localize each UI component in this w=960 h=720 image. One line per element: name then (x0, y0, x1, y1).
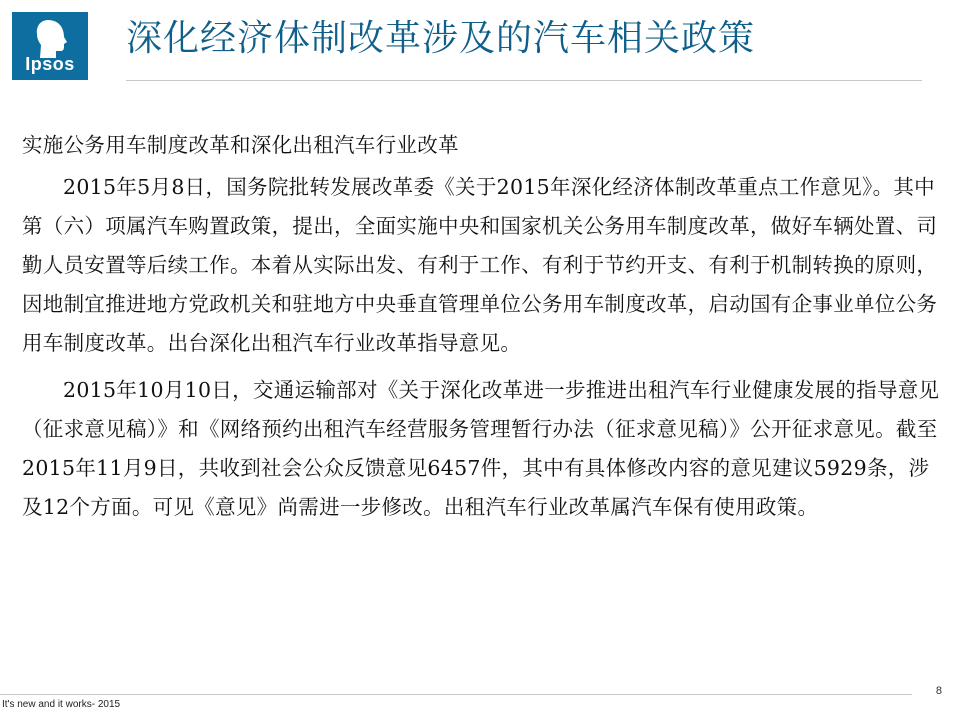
footer-divider (0, 694, 912, 695)
body-paragraph-1: 2015年5月8日，国务院批转发展改革委《关于2015年深化经济体制改革重点工作意见》。其中第（六）项属汽车购置政策，提出，全面实施中央和国家机关公务用车制度改革，做好车辆处置、司勤人员安置等后续工作。本着从实际出发、有利于工作、有利于节约开支、有利于机制转换的原则，因地制宜推进地方党政机关和驻地方中央垂直管理单位公务用车制度改革，启动国有企事业单位公务用车制度改革。出台深化出租汽车行业改革指导意见。 (22, 175, 938, 355)
slide-body (22, 122, 942, 527)
slide-subtitle: 实施公务用车制度改革和深化出租汽车行业改革 (22, 133, 459, 157)
footer-tagline: It's new and it works- 2015 (2, 699, 121, 710)
slide-title: 深化经济体制改革涉及的汽车相关政策 (126, 18, 756, 59)
page-number: 8 (935, 685, 942, 697)
body-paragraph-2: 2015年10月10日，交通运输部对《关于深化改革进一步推进出租汽车行业健康发展的指导意见（征求意见稿）》和《网络预约出租汽车经营服务管理暂行办法（征求意见稿）》公开征求意见。截至2015年11月9日，共收到社会公众反馈意见6457件，其中有具体修改内容的意见建议5929条，涉及12个方面。可见《意见》尚需进一步修改。出租汽车行业改革属汽车保有使用政策。 (22, 378, 940, 519)
title-divider (126, 80, 922, 81)
logo-wordmark: Ipsos (25, 54, 75, 74)
ipsos-logo (12, 12, 88, 80)
